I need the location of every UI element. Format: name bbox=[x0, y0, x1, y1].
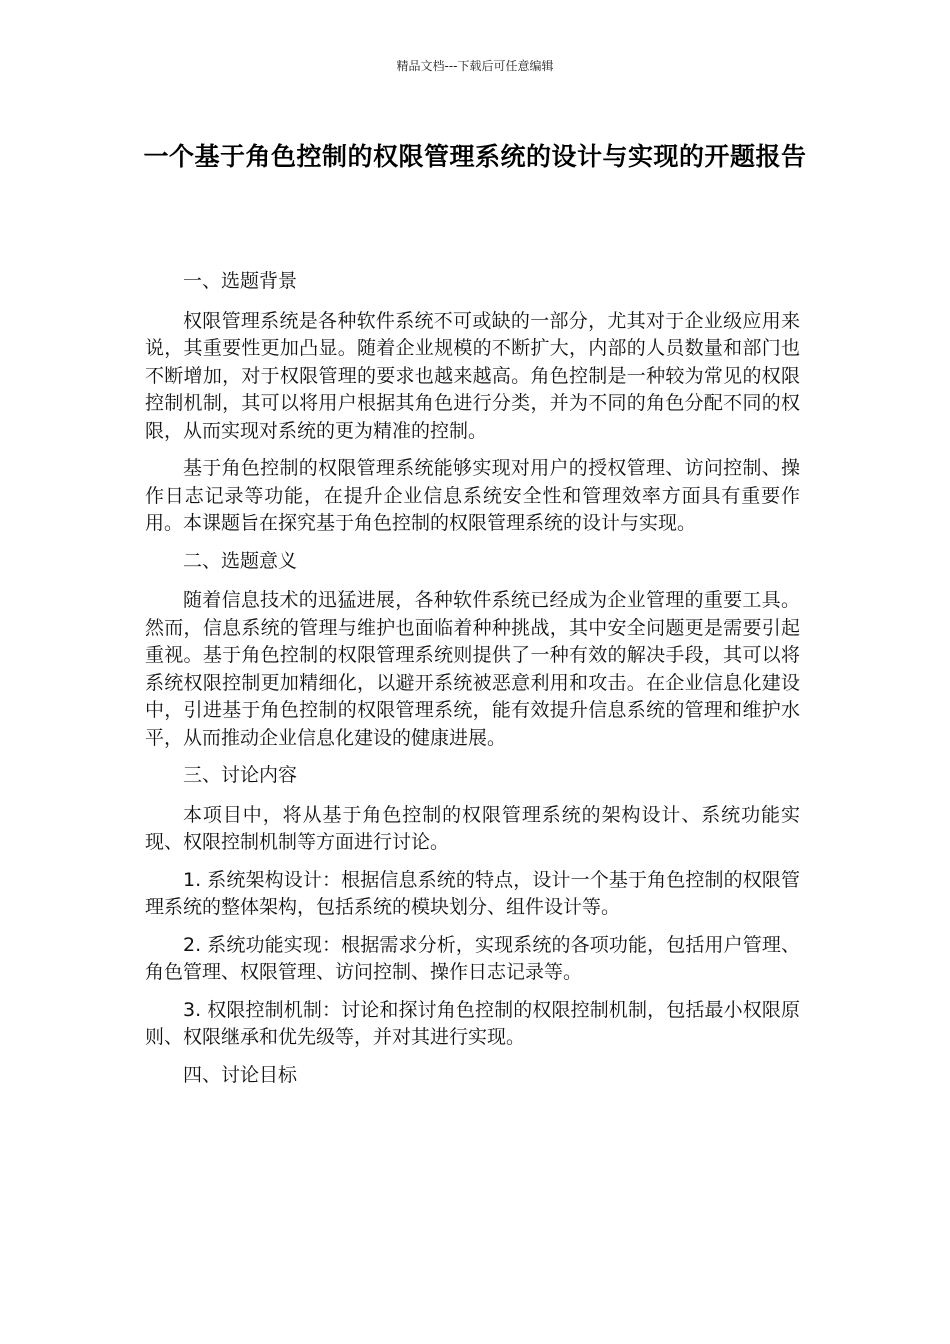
section-heading-background: 一、选题背景 bbox=[183, 270, 298, 292]
list-item: 1. 系统架构设计：根据信息系统的特点，设计一个基于角色控制的权限管理系统的整体架构，包括系统的模块划分、组件设计等。 bbox=[145, 868, 800, 918]
list-item: 3. 权限控制机制：讨论和探讨角色控制的权限控制机制，包括最小权限原则、权限继承和优先级等，并对其进行实现。 bbox=[145, 998, 800, 1048]
paragraph: 本项目中，将从基于角色控制的权限管理系统的架构设计、系统功能实现、权限控制机制等方面进行讨论。 bbox=[145, 803, 800, 853]
paragraph: 基于角色控制的权限管理系统能够实现对用户的授权管理、访问控制、操作日志记录等功能，在提升企业信息系统安全性和管理效率方面具有重要作用。本课题旨在探究基于角色控制的权限管理系统的设计与实现。 bbox=[145, 457, 800, 534]
paragraph: 权限管理系统是各种软件系统不可或缺的一部分，尤其对于企业级应用来说，其重要性更加凸显。随着企业规模的不断扩大，内部的人员数量和部门也不断增加，对于权限管理的要求也越来越高。角色控制是一种较为常见的权限控制机制，其可以将用户根据其角色进行分类，并为不同的角色分配不同的权限，从而实现对系统的更为精准的控制。 bbox=[145, 309, 800, 442]
header-note: 精品文档---下载后可任意编辑 bbox=[396, 59, 554, 73]
section-heading-goals: 四、讨论目标 bbox=[183, 1063, 298, 1086]
paragraph: 随着信息技术的迅猛进展，各种软件系统已经成为企业管理的重要工具。然而，信息系统的管理与维护也面临着种种挑战，其中安全问题更是需要引起重视。基于角色控制的权限管理系统则提供了一种有效的解决手段，其可以将系统权限控制更加精细化，以避开系统被恶意利用和攻击。在企业信息化建设中，引进基于角色控制的权限管理系统，能有效提升信息系统的管理和维护水平，从而推动企业信息化建设的健康进展。 bbox=[145, 589, 800, 749]
document-body bbox=[145, 268, 800, 1101]
section-heading-discussion: 三、讨论内容 bbox=[183, 764, 298, 786]
list-item: 2. 系统功能实现：根据需求分析，实现系统的各项功能，包括用户管理、角色管理、权限管理、访问控制、操作日志记录等。 bbox=[145, 933, 800, 983]
section-heading-significance: 二、选题意义 bbox=[183, 549, 298, 572]
document-title: 一个基于角色控制的权限管理系统的设计与实现的开题报告 bbox=[143, 142, 807, 171]
